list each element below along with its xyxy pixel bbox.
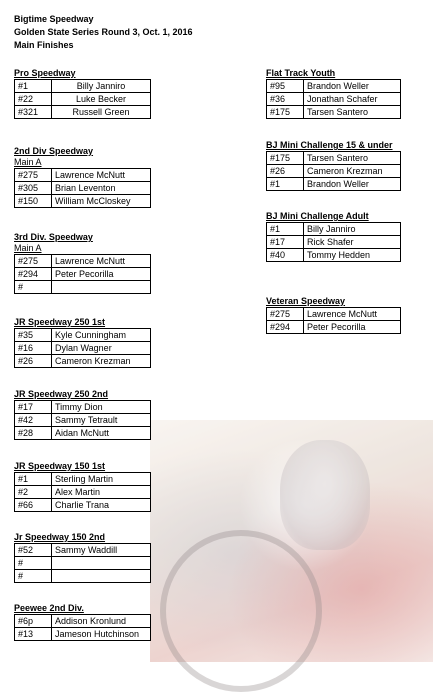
rider-name: Tarsen Santero <box>304 152 401 165</box>
rider-number: #275 <box>15 169 52 182</box>
section-title: BJ Mini Challenge Adult <box>266 211 369 221</box>
rider-number: #294 <box>15 268 52 281</box>
rider-number: #40 <box>267 249 304 262</box>
event-series: Golden State Series Round 3, Oct. 1, 2016 <box>14 27 193 37</box>
rider-name: Cameron Krezman <box>304 165 401 178</box>
table-row <box>15 281 151 294</box>
rider-number: #6p <box>15 615 52 628</box>
rider-name: Charlie Trana <box>52 499 151 512</box>
rider-number: # <box>15 281 52 294</box>
section-title: JR Speedway 250 2nd <box>14 389 109 399</box>
rider-name: Jameson Hutchinson <box>52 628 151 641</box>
rider-name: Lawrence McNutt <box>52 169 151 182</box>
results-section <box>14 231 151 294</box>
rider-name: Sterling Martin <box>52 473 151 486</box>
section-title: BJ Mini Challenge 15 & under <box>266 140 393 150</box>
table-row <box>267 80 401 93</box>
table-row <box>15 401 151 414</box>
table-row <box>15 268 151 281</box>
results-table <box>14 254 151 294</box>
rider-number: #175 <box>267 106 304 119</box>
rider-name: Peter Pecorilla <box>52 268 151 281</box>
rider-number: #36 <box>267 93 304 106</box>
section-title: Jr Speedway 150 2nd <box>14 532 106 542</box>
table-row <box>15 329 151 342</box>
section-subtitle: Main A <box>14 157 42 167</box>
table-row <box>267 321 401 334</box>
rider-name <box>52 557 151 570</box>
rider-name: Peter Pecorilla <box>304 321 401 334</box>
section-title: JR Speedway 250 1st <box>14 317 106 327</box>
section-subtitle: Main A <box>14 243 42 253</box>
results-section <box>14 67 151 119</box>
rider-name: Brandon Weller <box>304 80 401 93</box>
rider-number: #42 <box>15 414 52 427</box>
rider-number: #66 <box>15 499 52 512</box>
rider-number: #52 <box>15 544 52 557</box>
rider-name: Sammy Waddill <box>52 544 151 557</box>
table-row <box>15 499 151 512</box>
section-title: Flat Track Youth <box>266 68 336 78</box>
rider-name: Dylan Wagner <box>52 342 151 355</box>
event-name: Bigtime Speedway <box>14 14 94 24</box>
rider-name: Alex Martin <box>52 486 151 499</box>
table-row <box>15 342 151 355</box>
rider-number: #175 <box>267 152 304 165</box>
table-row <box>15 544 151 557</box>
rider-number: #26 <box>267 165 304 178</box>
results-table <box>14 543 151 583</box>
table-row <box>267 152 401 165</box>
rider-name: Brandon Weller <box>304 178 401 191</box>
rider-name: Addison Kronlund <box>52 615 151 628</box>
rider-name: William McCloskey <box>52 195 151 208</box>
rider-number: #16 <box>15 342 52 355</box>
rider-number: #35 <box>15 329 52 342</box>
rider-name: Luke Becker <box>52 93 151 106</box>
rider-name: Aidan McNutt <box>52 427 151 440</box>
results-table <box>266 79 401 119</box>
results-section <box>14 145 151 208</box>
results-table <box>14 168 151 208</box>
section-title: Veteran Speedway <box>266 296 346 306</box>
rider-number: #1 <box>15 80 52 93</box>
rider-name: Sammy Tetrault <box>52 414 151 427</box>
table-row <box>15 427 151 440</box>
rider-number: #2 <box>15 486 52 499</box>
event-subtitle: Main Finishes <box>14 40 74 50</box>
results-table <box>14 328 151 368</box>
results-section <box>266 210 401 262</box>
rider-number: #17 <box>15 401 52 414</box>
results-section <box>14 388 151 440</box>
rider-number: #22 <box>15 93 52 106</box>
rider-number: #275 <box>267 308 304 321</box>
rider-number: #17 <box>267 236 304 249</box>
table-row <box>267 93 401 106</box>
table-row <box>15 570 151 583</box>
table-row <box>15 628 151 641</box>
table-row <box>15 557 151 570</box>
rider-name <box>52 281 151 294</box>
rider-number: #305 <box>15 182 52 195</box>
rider-number: #1 <box>267 178 304 191</box>
rider-name <box>52 570 151 583</box>
table-row <box>267 106 401 119</box>
rider-number: #95 <box>267 80 304 93</box>
table-row <box>15 106 151 119</box>
results-section <box>14 602 151 641</box>
rider-name: Cameron Krezman <box>52 355 151 368</box>
results-table <box>14 79 151 119</box>
photo-wheel <box>160 530 322 692</box>
rider-name: Lawrence McNutt <box>52 255 151 268</box>
background-photo <box>150 420 433 662</box>
rider-number: #28 <box>15 427 52 440</box>
table-row <box>267 223 401 236</box>
results-table <box>14 614 151 641</box>
table-row <box>267 308 401 321</box>
table-row <box>15 182 151 195</box>
section-title: Peewee 2nd Div. <box>14 603 84 613</box>
photo-rider <box>280 440 370 550</box>
rider-name: Brian Leventon <box>52 182 151 195</box>
rider-name: Kyle Cunningham <box>52 329 151 342</box>
rider-number: # <box>15 570 52 583</box>
rider-number: #294 <box>267 321 304 334</box>
table-row <box>267 165 401 178</box>
rider-name: Tommy Hedden <box>304 249 401 262</box>
table-row <box>15 195 151 208</box>
rider-number: # <box>15 557 52 570</box>
results-section <box>14 460 151 512</box>
rider-name: Jonathan Schafer <box>304 93 401 106</box>
table-row <box>15 255 151 268</box>
results-table <box>266 222 401 262</box>
section-title: JR Speedway 150 1st <box>14 461 106 471</box>
results-table <box>266 151 401 191</box>
table-row <box>267 249 401 262</box>
table-row <box>15 80 151 93</box>
results-section <box>14 316 151 368</box>
rider-name: Billy Janniro <box>52 80 151 93</box>
rider-number: #150 <box>15 195 52 208</box>
results-section <box>266 139 401 191</box>
table-row <box>15 355 151 368</box>
table-row <box>15 615 151 628</box>
document-header <box>14 13 193 52</box>
rider-name: Tarsen Santero <box>304 106 401 119</box>
results-table <box>266 307 401 334</box>
table-row <box>15 93 151 106</box>
section-title: 3rd Div. Speedway <box>14 232 93 242</box>
table-row <box>15 414 151 427</box>
rider-name: Timmy Dion <box>52 401 151 414</box>
rider-name: Rick Shafer <box>304 236 401 249</box>
section-title: 2nd Div Speedway <box>14 146 94 156</box>
rider-number: #275 <box>15 255 52 268</box>
rider-number: #321 <box>15 106 52 119</box>
results-table <box>14 472 151 512</box>
table-row <box>267 236 401 249</box>
table-row <box>15 473 151 486</box>
rider-name: Lawrence McNutt <box>304 308 401 321</box>
section-title: Pro Speedway <box>14 68 76 78</box>
results-section <box>14 531 151 583</box>
table-row <box>267 178 401 191</box>
results-table <box>14 400 151 440</box>
rider-number: #13 <box>15 628 52 641</box>
table-row <box>15 169 151 182</box>
results-section <box>266 295 401 334</box>
results-section <box>266 67 401 119</box>
rider-number: #1 <box>267 223 304 236</box>
table-row <box>15 486 151 499</box>
rider-number: #1 <box>15 473 52 486</box>
rider-name: Russell Green <box>52 106 151 119</box>
rider-number: #26 <box>15 355 52 368</box>
rider-name: Billy Janniro <box>304 223 401 236</box>
